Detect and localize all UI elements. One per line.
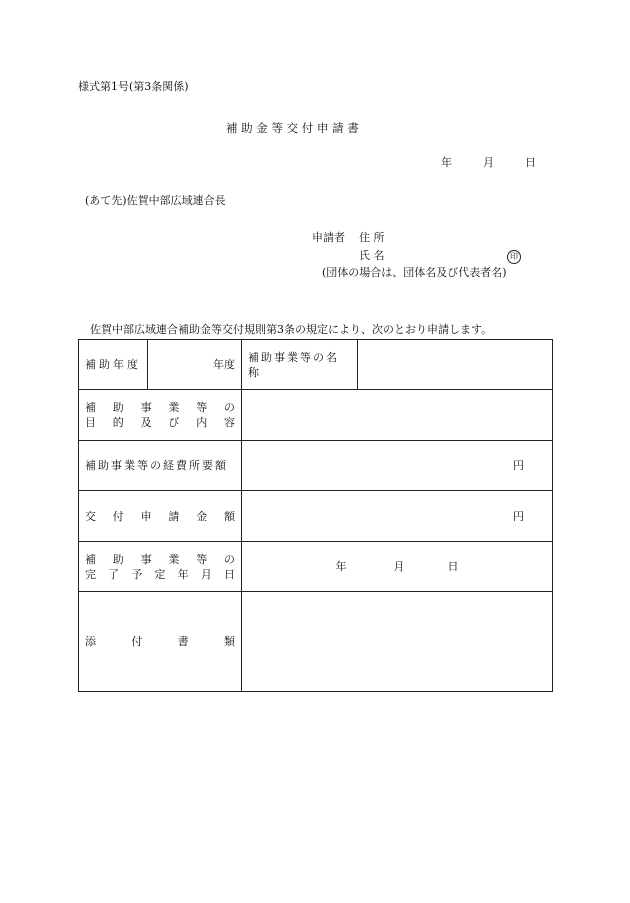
date-day: 日 bbox=[525, 156, 536, 169]
expense-unit: 円 bbox=[242, 441, 553, 491]
seal-text: 印 bbox=[507, 250, 521, 264]
completion-label-line2: 完了予定年月日 bbox=[85, 567, 235, 581]
purpose-label-line1: 補助事業等の bbox=[85, 401, 235, 414]
date-year: 年 bbox=[441, 156, 452, 169]
purpose-label-line2: 目的及び内容 bbox=[85, 416, 235, 429]
applicant-label: 申請者 bbox=[312, 231, 345, 244]
attachments-value[interactable] bbox=[242, 592, 553, 692]
addressee: (あて先)佐賀中部広域連合長 bbox=[85, 194, 226, 207]
table-row-completion-date bbox=[79, 542, 553, 592]
table-row-request-amount bbox=[79, 491, 553, 542]
table-row-attachments bbox=[79, 592, 553, 692]
table-row-fiscal-year bbox=[79, 340, 553, 390]
seal-mark bbox=[507, 249, 521, 264]
project-name-value[interactable] bbox=[358, 340, 553, 390]
form-number: 様式第1号(第3条関係) bbox=[78, 80, 189, 93]
request-amount-label: 交付申請金額 bbox=[79, 491, 242, 542]
document-title: 補 助 金 等 交 付 申 請 書 bbox=[226, 121, 359, 135]
completion-day: 日 bbox=[447, 560, 459, 573]
table-row-expense bbox=[79, 441, 553, 491]
completion-label-line1: 補助事業等の bbox=[85, 552, 235, 566]
applicant-name-label: 氏 名 bbox=[359, 249, 385, 262]
table-row-purpose bbox=[79, 390, 553, 441]
applicant-note: (団体の場合は、団体名及び代表者名) bbox=[322, 266, 507, 279]
fiscal-year-label: 補助年度 bbox=[79, 340, 148, 390]
completion-date-value[interactable] bbox=[242, 542, 553, 592]
completion-date-label bbox=[79, 542, 242, 592]
date-month: 月 bbox=[483, 156, 494, 169]
fiscal-year-unit: 年度 bbox=[148, 340, 242, 390]
applicant-address-label: 住 所 bbox=[359, 231, 385, 244]
expense-label: 補助事業等の経費所要額 bbox=[79, 441, 242, 491]
intro-text: 佐賀中部広域連合補助金等交付規則第3条の規定により、次のとおり申請します。 bbox=[90, 323, 493, 336]
purpose-label bbox=[79, 390, 242, 441]
completion-month: 月 bbox=[393, 560, 405, 573]
attachments-label: 添付書類 bbox=[79, 592, 242, 692]
completion-year: 年 bbox=[335, 560, 347, 573]
application-table bbox=[78, 339, 553, 692]
purpose-value[interactable] bbox=[242, 390, 553, 441]
date-line bbox=[441, 156, 536, 170]
request-amount-unit: 円 bbox=[242, 491, 553, 542]
project-name-label: 補助事業等の名称 bbox=[242, 340, 358, 390]
